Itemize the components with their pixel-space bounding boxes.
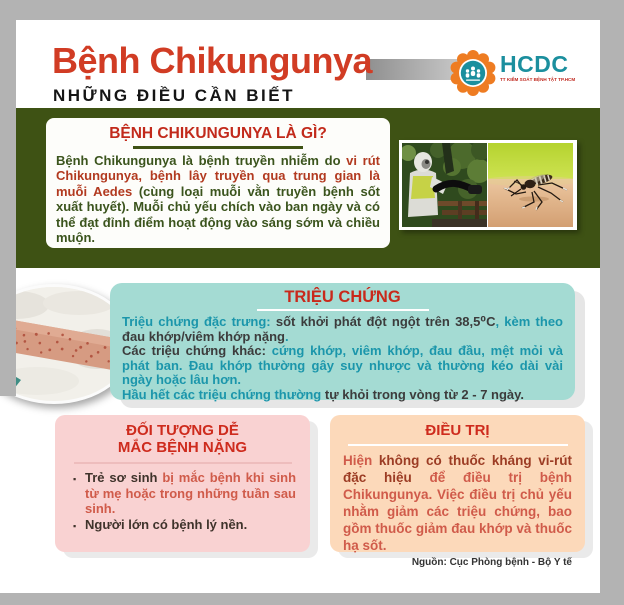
left-margin-bar <box>0 20 16 396</box>
risk-item-rest: bị mắc bệnh khi sinh từ mẹ hoặc trong những tuần sau sinh. <box>85 470 297 516</box>
treatment-seg0: Hiện <box>343 452 379 468</box>
symptoms-divider <box>257 309 429 311</box>
symptoms-p1-seg0: Triệu chứng đặc trưng: <box>122 314 276 329</box>
risk-item <box>73 470 296 517</box>
symptoms-p1-seg3: đau khớp/viêm khớp nặng <box>122 328 285 344</box>
treatment-seg2: để điều trị bệnh Chikungunya. Việc điều trị chủ yếu nhằm giảm các triệu chứng, bao gồm thuốc giảm đau khớp và thuốc hạ sốt. <box>343 469 573 553</box>
risk-item-lead: Trẻ sơ sinh <box>85 470 163 485</box>
bullet-icon: ▪ <box>73 474 77 484</box>
symptoms-p2-seg0: Các triệu chứng khác: <box>122 343 272 359</box>
definition-seg-red: vi rút Chikungunya, bệnh lây truyền qua trung gian là muỗi Aedes <box>56 152 380 199</box>
treatment-title: ĐIỀU TRỊ <box>425 422 490 439</box>
definition-divider <box>133 146 303 149</box>
definition-title: BỆNH CHIKUNGUNYA LÀ GÌ? <box>109 125 327 142</box>
source-credit: Nguồn: Cục Phòng bệnh - Bộ Y tế <box>411 557 572 568</box>
symptoms-p3-seg0: Hầu hết các triệu chứng thường <box>122 386 325 402</box>
right-margin-bar <box>600 0 624 605</box>
mosquito-photo <box>488 143 573 227</box>
logo-tagline: TT KIỂM SOÁT BỆNH TẬT TP.HCM <box>500 77 576 82</box>
risk-title-line2: MẮC BỆNH NẶNG <box>117 438 248 456</box>
bullet-icon: ▪ <box>73 520 77 531</box>
hcdc-logo-icon <box>450 50 496 96</box>
symptoms-text <box>122 315 563 403</box>
treatment-card <box>330 415 585 552</box>
definition-text <box>56 153 380 246</box>
symptoms-title: TRIỆU CHỨNG <box>284 288 401 306</box>
definition-card <box>46 118 390 248</box>
symptoms-paragraph-1 <box>122 315 563 344</box>
risk-divider <box>74 462 292 464</box>
symptoms-card <box>110 283 575 400</box>
risk-title-line1: ĐỐI TƯỢNG DỄ <box>126 422 239 439</box>
risk-item-lead: Người lớn có bệnh lý nền. <box>85 516 248 532</box>
risk-item <box>73 517 296 535</box>
treatment-seg1: không có thuốc kháng vi-rút đặc hiệu <box>343 452 572 485</box>
symptoms-p2-seg1: cứng khớp, viêm khớp, đau đầu, mệt mỏi và phát ban. Đau khớp thường gây suy nhược và thường kéo dài vài ngày hoặc lâu hơn. <box>122 343 563 388</box>
definition-section <box>16 108 600 268</box>
symptoms-paragraph-3 <box>122 388 563 403</box>
rash-arm-image <box>0 287 125 395</box>
risk-list <box>69 470 296 534</box>
page-subtitle: NHỮNG ĐIỀU CẦN BIẾT <box>53 86 295 105</box>
top-margin-bar <box>0 0 624 20</box>
fogging-photo <box>402 143 487 227</box>
definition-seg-green2: (cùng loại muỗi vằn truyền bệnh sốt xuất huyết). Muỗi chủ yếu chích vào ban ngày và có thể đạt đỉnh điểm hoạt động vào sáng sớm và chiều muộn. <box>56 183 380 245</box>
hcdc-logo <box>450 50 496 96</box>
symptoms-p3-seg1: tự khỏi trong vòng từ 2 - 7 ngày. <box>324 386 525 402</box>
symptoms-paragraph-2 <box>122 344 563 388</box>
bottom-margin-bar <box>0 593 624 605</box>
treatment-text <box>343 452 572 554</box>
risk-card <box>55 415 310 552</box>
definition-seg-green1: Bệnh Chikungunya là bệnh truyền nhiễm do <box>56 152 347 168</box>
risk-item-text <box>85 517 247 535</box>
hcdc-logo-text <box>500 53 575 83</box>
photo-frame <box>399 140 577 230</box>
page-title: Bệnh Chikungunya <box>52 40 373 81</box>
logo-name: HCDC <box>500 51 569 77</box>
symptoms-p1-seg2: , kèm theo <box>495 314 563 329</box>
symptoms-p1-seg4: . <box>284 328 289 344</box>
risk-item-text <box>85 470 296 517</box>
treatment-divider <box>348 444 568 446</box>
symptoms-p1-seg1: sốt khởi phát đột ngột trên 38,5⁰C <box>275 314 496 329</box>
risk-title <box>69 423 296 456</box>
